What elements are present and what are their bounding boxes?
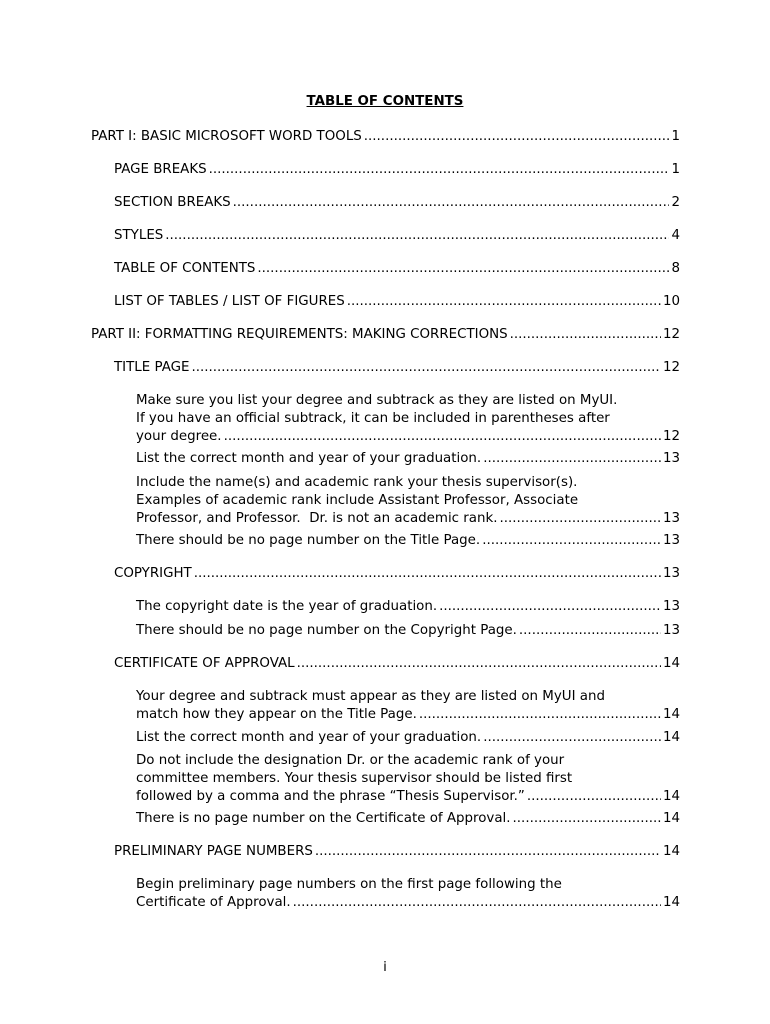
toc-entry-text: Include the name(s) and academic rank your thesis supervisor(s). [136,475,578,490]
toc-entry [136,810,680,828]
toc-page-number: 1 [671,129,680,144]
toc-page-number: 13 [662,623,680,638]
dot-leader [257,260,669,278]
toc-entry-text: your degree. [136,429,222,444]
toc-entry [114,260,680,278]
toc-entry [91,128,680,146]
toc-entry [114,293,680,311]
toc-entry [114,227,680,245]
toc-page-number: 14 [662,789,680,804]
toc-entry-text: Begin preliminary page numbers on the first page following the [136,877,562,892]
toc-entry-text: There is no page number on the Certificate of Approval. [136,811,511,826]
dot-leader [527,788,661,806]
dot-leader [293,894,661,912]
toc-entry-text: Professor, and Professor. Dr. is not an academic rank. [136,511,498,526]
toc-entry-text: PART II: FORMATTING REQUIREMENTS: MAKING CORRECTIONS [91,327,508,342]
toc-entry [114,843,680,861]
toc-entry-text: COPYRIGHT [114,566,192,581]
toc-entry-text: LIST OF TABLES / LIST OF FIGURES [114,294,345,309]
toc-entry-text: List the correct month and year of your graduation. [136,451,482,466]
toc-title: TABLE OF CONTENTS [306,94,464,109]
toc-page-number: 4 [671,228,680,243]
toc-entry-text: TABLE OF CONTENTS [114,261,256,276]
dot-leader [419,706,661,724]
toc-entry-text: TITLE PAGE [114,360,190,375]
toc-entry [136,392,680,446]
page-number: i [383,960,387,975]
toc-page-number: 10 [662,294,680,309]
toc-page-number: 14 [662,730,680,745]
toc-page-number: 13 [662,511,680,526]
toc-page-number: 14 [662,895,680,910]
toc-entry-text: If you have an official subtrack, it can be included in parentheses after [136,411,610,426]
toc-entry [114,565,680,583]
toc-entry-text: Your degree and subtrack must appear as they are listed on MyUI and [136,689,605,704]
toc-entry-text: committee members. Your thesis supervisor should be listed first [136,771,573,786]
dot-leader [510,326,661,344]
dot-leader [483,450,661,468]
toc-entry [136,876,680,912]
dot-leader [191,359,660,377]
toc-page-number: 13 [662,566,680,581]
dot-leader [439,598,661,616]
toc-entry [136,474,680,528]
dot-leader [233,194,670,212]
toc-entry [136,450,680,468]
toc-page-number: 13 [662,599,680,614]
toc-entry-text: List the correct month and year of your graduation. [136,730,482,745]
toc-entry-text: The copyright date is the year of graduation. [136,599,438,614]
toc-page-number: 2 [671,195,680,210]
toc-entry [136,752,680,806]
toc-entry [136,532,680,550]
toc-entry [114,655,680,673]
toc-entry-text: CERTIFICATE OF APPROVAL [114,656,295,671]
dot-leader [165,227,669,245]
toc-entry-text: SECTION BREAKS [114,195,231,210]
dot-leader [519,622,661,640]
toc-page-number: 14 [662,844,680,859]
toc-page-number: 14 [662,811,680,826]
dot-leader [315,843,661,861]
toc-page-number: 1 [671,162,680,177]
toc-page-number: 8 [671,261,680,276]
toc-entry-text: Examples of academic rank include Assistant Professor, Associate [136,493,579,508]
toc-entry [136,598,680,616]
toc-entry [136,622,680,640]
toc-entry [136,688,680,724]
toc-entry [91,326,680,344]
toc-page-number: 14 [662,656,680,671]
dot-leader [364,128,670,146]
dot-leader [347,293,661,311]
toc-entry-text: There should be no page number on the Title Page. [136,533,481,548]
toc-entry-text: PRELIMINARY PAGE NUMBERS [114,844,313,859]
toc-entry-text: match how they appear on the Title Page. [136,707,417,722]
toc-entry [114,194,680,212]
toc-page-number: 12 [662,360,680,375]
toc-entry-text: Certificate of Approval. [136,895,291,910]
dot-leader [500,510,661,528]
dot-leader [513,810,661,828]
dot-leader [209,161,670,179]
toc-entry-text: Do not include the designation Dr. or the academic rank of your [136,753,565,768]
dot-leader [483,729,661,747]
toc-entry [136,729,680,747]
toc-entry-text: PART I: BASIC MICROSOFT WORD TOOLS [91,129,362,144]
toc-entry-text: There should be no page number on the Copyright Page. [136,623,517,638]
dot-leader [297,655,661,673]
dot-leader [224,428,661,446]
toc-entry-text: followed by a comma and the phrase “Thesis Supervisor.” [136,789,525,804]
toc-page-number: 12 [662,327,680,342]
toc-page-number: 13 [662,533,680,548]
dot-leader [194,565,661,583]
toc-entry-text: STYLES [114,228,164,243]
toc-entry [114,359,680,377]
toc-page-number: 14 [662,707,680,722]
toc-entry-text: PAGE BREAKS [114,162,207,177]
toc-page-number: 12 [662,429,680,444]
dot-leader [482,532,661,550]
toc-entry-text: Make sure you list your degree and subtrack as they are listed on MyUI. [136,393,618,408]
toc-entry [114,161,680,179]
toc-page-number: 13 [662,451,680,466]
